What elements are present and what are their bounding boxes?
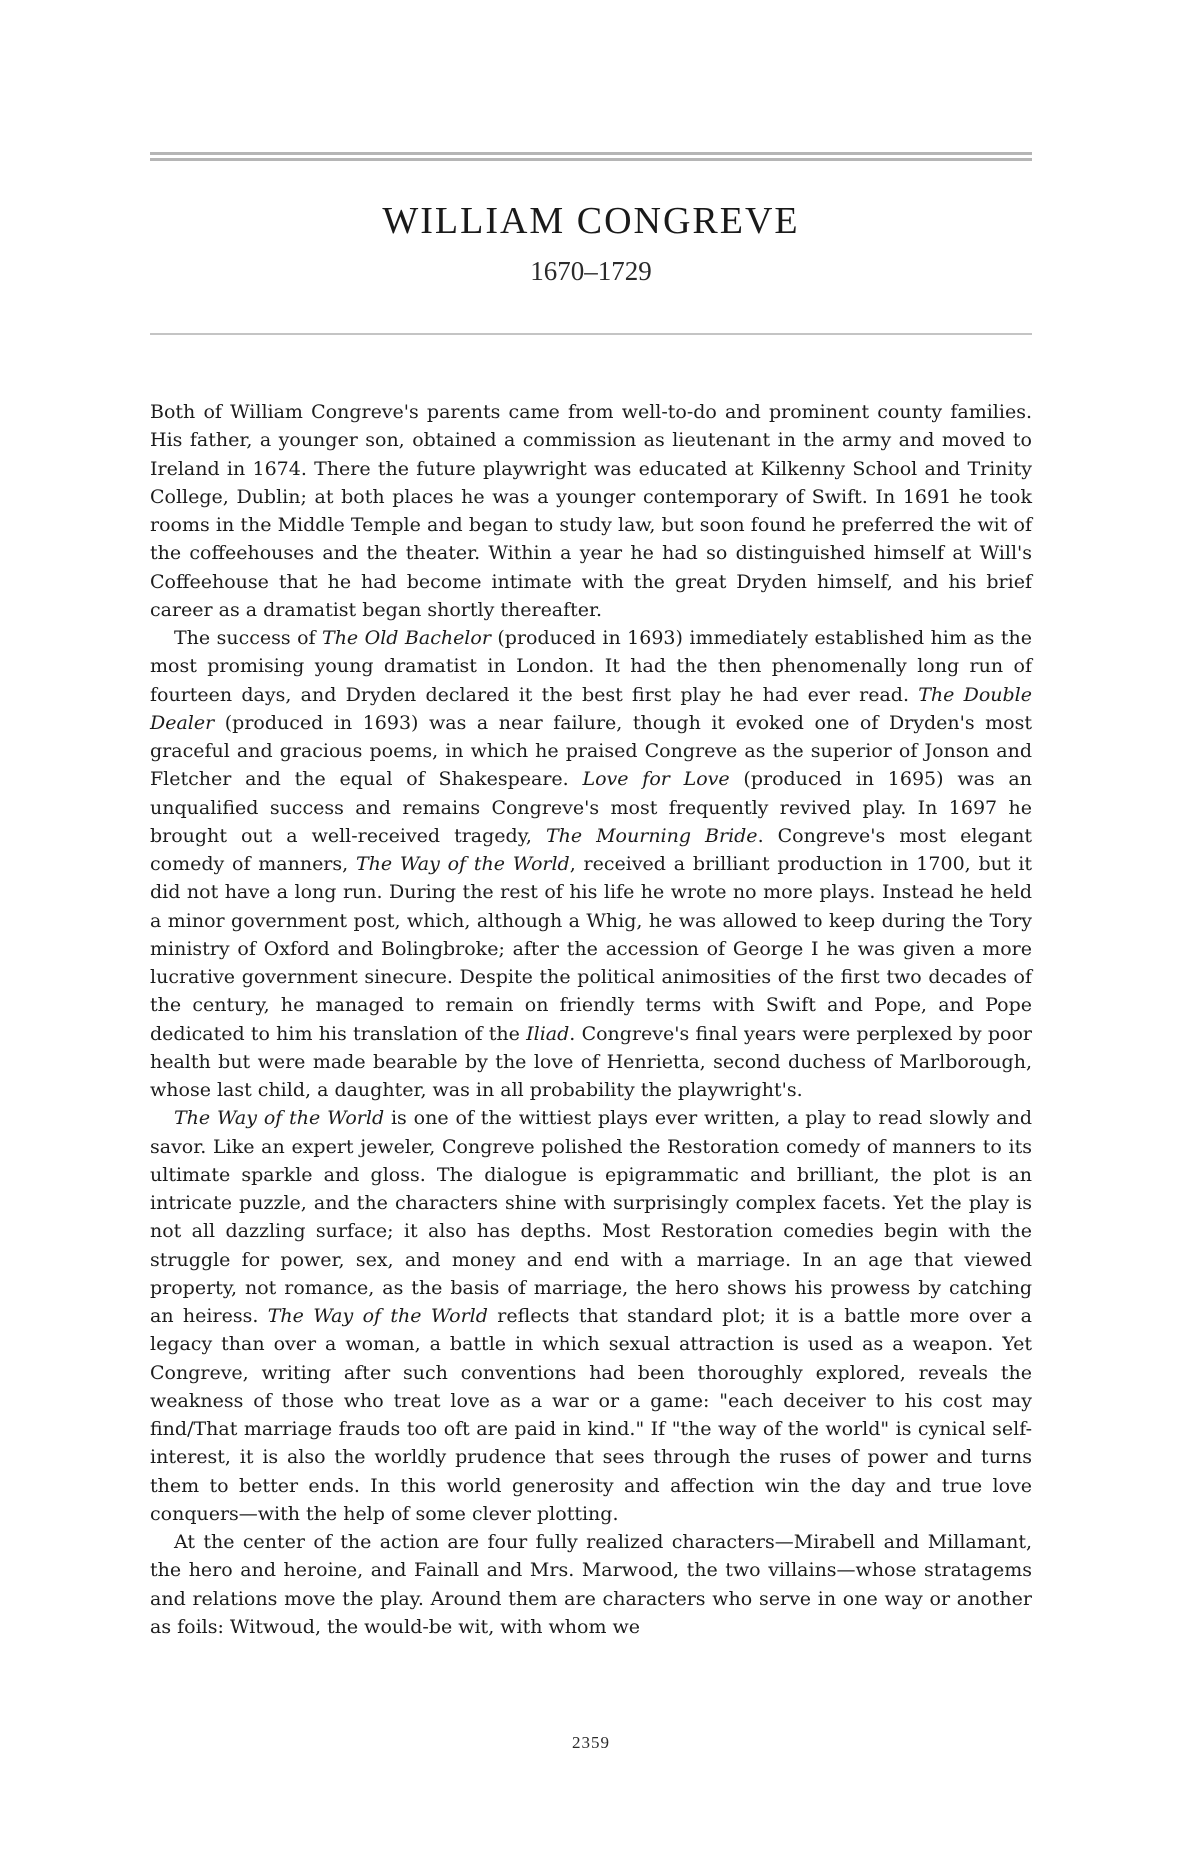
paragraph bbox=[150, 1528, 1032, 1641]
page-title: WILLIAM CONGREVE bbox=[382, 200, 800, 242]
text-run: The success of bbox=[174, 627, 323, 649]
text-run: is one of the wittiest plays ever written, a play to read slowly and savor. Like an expert jeweler, Congreve polished the Restoration comedy of manners to its ultimate sparkle and gloss. The dialogue is epigrammatic and brilliant, the plot is an intricate puzzle, and the characters shine with surprisingly complex facets. Yet the play is not all dazzling surface; it also has depths. Most Restoration comedies begin with the struggle for power, sex, and money and end with a marriage. In an age that viewed property, not romance, as the basis of marriage, the hero shows his prowess by catching an heiress. bbox=[150, 1107, 1032, 1327]
text-run: (produced in 1695) was an unqualified success and remains Congreve's most frequently revived play. In 1697 he brought out a well-received tragedy, bbox=[150, 768, 1032, 847]
paragraph bbox=[150, 1104, 1032, 1528]
text-run: (produced in 1693) immediately established him as the most promising young dramatist in London. It had the then phenomenally long run of fourteen days, and Dryden declared it the best first play he had ever read. bbox=[150, 627, 1033, 706]
page-number: 2359 bbox=[572, 1733, 610, 1752]
text-run: reflects that standard plot; it is a battle more over a legacy than over a woman, a battle in which sexual attraction is used as a weapon. Yet Congreve, writing after such conventions had been thoroughly explored, reveals the weakness of those who treat love as a war or a game: "each deceiver to his cost may find/That marriage frauds too oft are paid in kind." If "the way of the world" is cynical self-interest, it is also the worldly prudence that sees through the ruses of power and turns them to better ends. In this world generosity and affection win the day and true love conquers—with the help of some clever plotting. bbox=[150, 1305, 1032, 1525]
top-double-rule bbox=[150, 152, 1032, 161]
work-title: The Old Bachelor bbox=[322, 627, 491, 649]
work-title: Love for Love bbox=[582, 768, 730, 791]
text-run: (produced in 1693) was a near failure, though it evoked one of Dryden's most graceful and gracious poems, in which he praised Congreve as the superior of Jonson and Fletcher and the equal of Shakespeare. bbox=[150, 711, 1032, 791]
text-run: . Congreve's most elegant comedy of manners, bbox=[150, 824, 1033, 875]
work-title: The Way of the World bbox=[174, 1107, 385, 1130]
work-title: The Way of the World bbox=[355, 853, 570, 875]
work-title: The Double Dealer bbox=[150, 683, 1032, 734]
paragraph bbox=[150, 624, 1032, 1104]
text-run: Both of William Congreve's parents came from well-to-do and prominent county families. His father, a younger son, obtained a commission as lieutenant in the army and moved to Ireland in 1674. There the future playwright was educated at Kilkenny School and Trinity College, Dublin; at both places he was a younger contemporary of Swift. In 1691 he took rooms in the Middle Temple and began to study law, but soon found he preferred the wit of the coffeehouses and the theater. Within a year he had so distinguished himself at Will's Coffeehouse that he had become intimate with the great Dryden himself, and his brief career as a dramatist began shortly thereafter. bbox=[150, 401, 1032, 621]
text-run: . Congreve's final years were perplexed by poor health but were made bearable by the love of Henrietta, second duchess of Marlborough, whose last child, a daughter, was in all probability the playwright's. bbox=[150, 1022, 1032, 1101]
header-divider bbox=[150, 333, 1032, 335]
work-title: The Mourning Bride bbox=[545, 824, 758, 847]
text-run: At the center of the action are four fully realized characters—Mirabell and Millamant, the hero and heroine, and Fainall and Mrs. Marwood, the two villains—whose stratagems and relations move the play. Around them are characters who serve in one way or another as foils: Witwoud, the would-be wit, with whom we bbox=[150, 1531, 1032, 1638]
work-title: Iliad bbox=[526, 1022, 570, 1045]
text-run: , received a brilliant production in 1700, but it did not have a long run. During the rest of his life he wrote no more plays. Instead he held a minor government post, which, although a Whig, he was allowed to keep during the Tory ministry of Oxford and Bolingbroke; after the accession of George I he was given a more lucrative government sinecure. Despite the political animosities of the first two decades of the century, he managed to remain on friendly terms with Swift and Pope, and Pope dedicated to him his translation of the bbox=[150, 853, 1032, 1045]
author-dates: 1670–1729 bbox=[530, 256, 652, 286]
article-body bbox=[150, 398, 1032, 1641]
work-title: The Way of the World bbox=[267, 1305, 488, 1327]
paragraph bbox=[150, 398, 1032, 624]
